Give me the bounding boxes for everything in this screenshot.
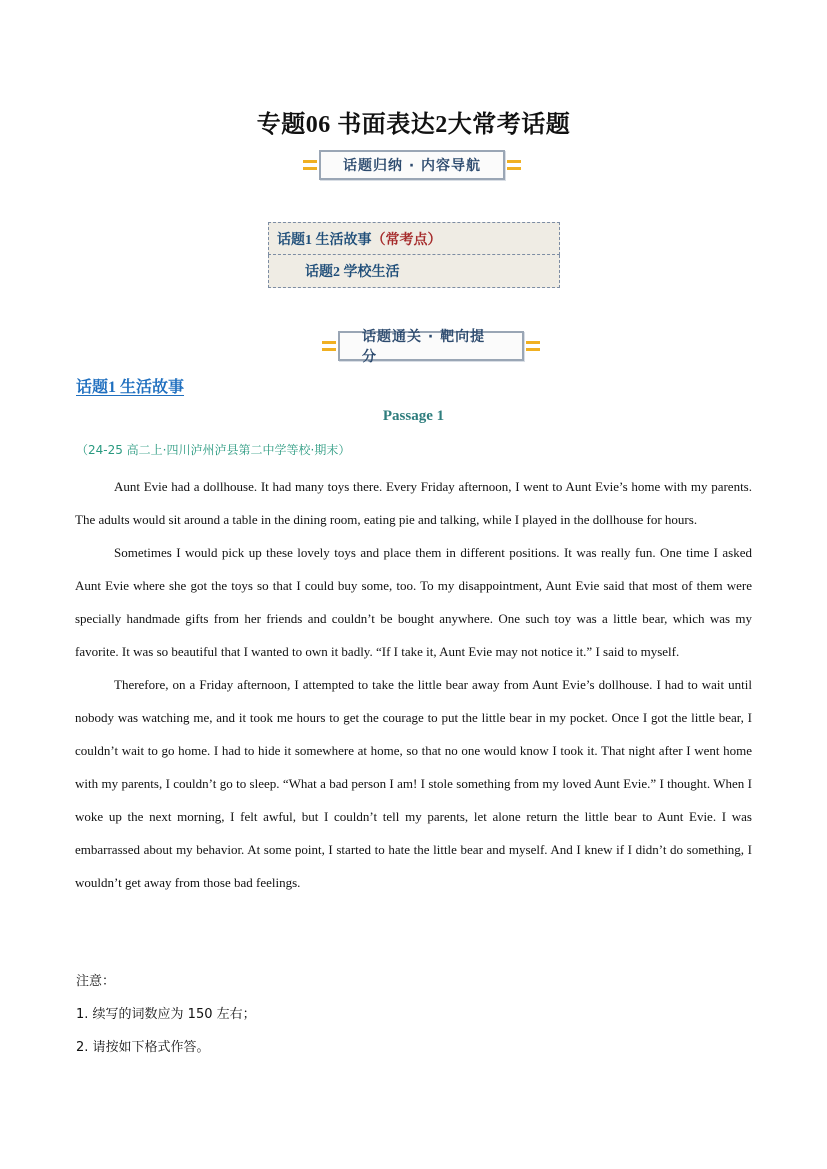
banner-content-navigation-label: 话题归纳 · 内容导航 bbox=[319, 150, 505, 180]
notes-heading: 注意： bbox=[76, 974, 116, 989]
banner-left-decoration-icon bbox=[303, 159, 317, 171]
passage-body bbox=[75, 470, 752, 899]
table-of-contents bbox=[268, 222, 560, 288]
passage-title: Passage 1 bbox=[382, 408, 445, 424]
banner-right-decoration-icon bbox=[526, 340, 540, 352]
section-heading-topic1[interactable]: 话题1 生活故事 bbox=[76, 379, 185, 396]
notes-item-2: 2. 请按如下格式作答。 bbox=[76, 1040, 210, 1055]
notes-item-1: 1. 续写的词数应为 150 左右； bbox=[76, 1007, 256, 1022]
paragraph-2: Sometimes I would pick up these lovely toys and place them in different positions. It was really fun. One time I asked Aunt Evie where she got the toys so that I could buy some, too. To my disappointment, Aunt Evie said that most of them were specially handmade gifts from her friends and couldn’t be bought anywhere. One such toy was a little bear, which was my favorite. It was so beautiful that I wanted to own it badly. “If I take it, Aunt Evie may not notice it.” I said to myself. bbox=[75, 545, 752, 659]
toc-item-topic1[interactable] bbox=[268, 222, 560, 255]
banner-left-decoration-icon bbox=[322, 340, 336, 352]
banner-content-navigation bbox=[300, 150, 524, 180]
banner-topic-practice-label: 话题通关 · 靶向提分 bbox=[338, 331, 524, 361]
toc-item-topic1-highlight: （常考点） bbox=[371, 232, 442, 248]
banner-topic-practice bbox=[320, 329, 542, 365]
toc-item-topic2[interactable] bbox=[268, 255, 560, 288]
paragraph-3: Therefore, on a Friday afternoon, I attempted to take the little bear away from Aunt Evie’s dollhouse. I had to wait until nobody was watching me, and it took me hours to get the courage to put the little bear in my pocket. Once I got the little bear, I couldn’t wait to go home. I had to hide it somewhere at home, so that no one would know I took it. That night after I went home with my parents, I couldn’t go to sleep. “What a bad person I am! I stole something from my loved Aunt Evie.” I thought. When I woke up the next morning, I felt awful, but I couldn’t tell my parents, let alone return the little bear to Aunt Evie. I was embarrassed about my behavior. At some point, I started to hate the little bear and myself. And I knew if I didn’t do something, I wouldn’t get away from those bad feelings. bbox=[75, 677, 752, 890]
notes-section bbox=[76, 965, 753, 1064]
paragraph-1: Aunt Evie had a dollhouse. It had many toys there. Every Friday afternoon, I went to Aunt Evie’s home with my parents. The adults would sit around a table in the dining room, eating pie and talking, while I played in the dollhouse for hours. bbox=[75, 479, 752, 527]
toc-item-topic2-label: 话题2 学校生活 bbox=[305, 265, 400, 280]
passage-source: （24-25 高二上·四川泸州泸县第二中学等校·期末） bbox=[76, 443, 351, 457]
toc-item-topic1-label: 话题1 生活故事 bbox=[277, 232, 372, 248]
page-title: 专题06 书面表达2大常考话题 bbox=[256, 112, 571, 138]
banner-right-decoration-icon bbox=[507, 159, 521, 171]
